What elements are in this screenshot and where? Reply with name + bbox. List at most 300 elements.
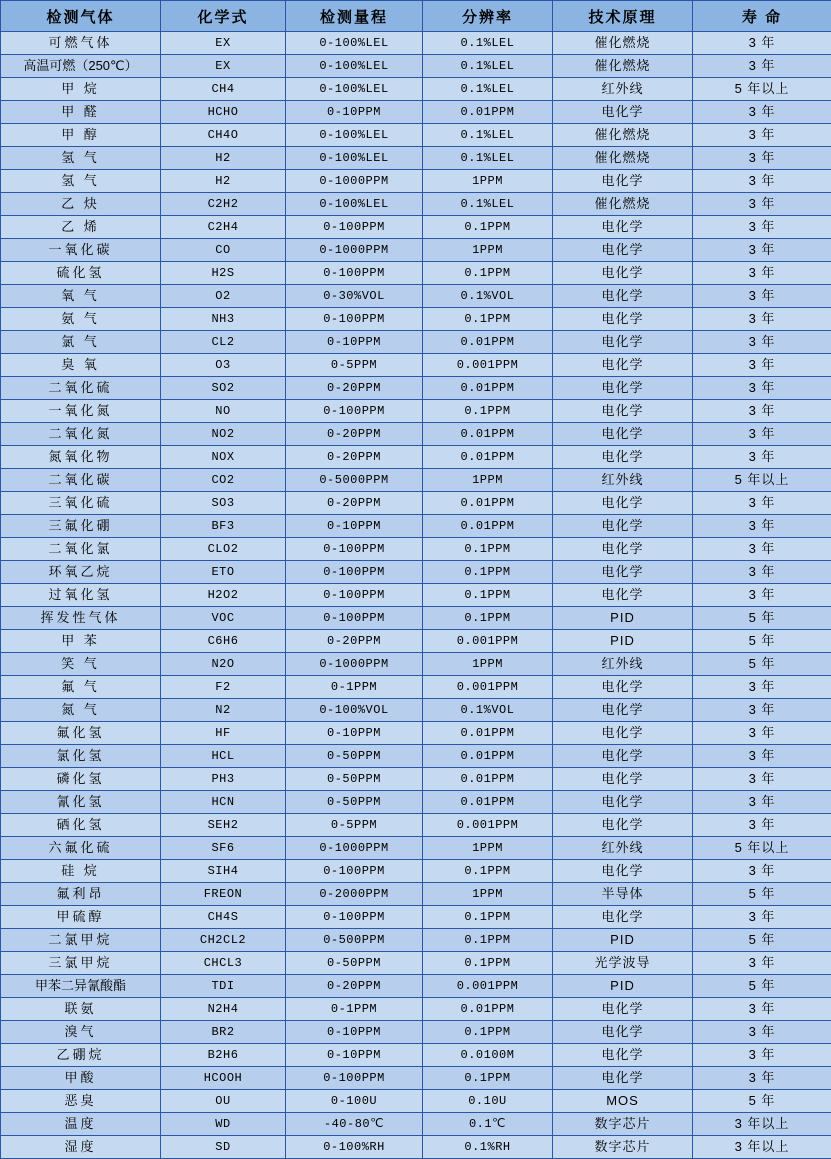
cell-technology-principle: 半导体 — [553, 883, 693, 906]
cell-chemical-formula: CH4O — [161, 124, 286, 147]
cell-detection-range: 0-5PPM — [286, 814, 423, 837]
cell-detection-range: 0-100%LEL — [286, 55, 423, 78]
cell-chemical-formula: H2 — [161, 147, 286, 170]
cell-detection-range: 0-20PPM — [286, 492, 423, 515]
cell-resolution: 0.0100M — [423, 1044, 553, 1067]
cell-technology-principle: 电化学 — [553, 515, 693, 538]
cell-resolution: 0.01PPM — [423, 101, 553, 124]
cell-technology-principle: 电化学 — [553, 998, 693, 1021]
cell-resolution: 0.10U — [423, 1090, 553, 1113]
cell-detection-range: 0-100PPM — [286, 860, 423, 883]
cell-resolution: 1PPM — [423, 239, 553, 262]
table-row — [1, 1044, 831, 1067]
cell-lifetime: 3 年以上 — [693, 1136, 831, 1159]
cell-resolution: 0.001PPM — [423, 354, 553, 377]
cell-technology-principle: 电化学 — [553, 423, 693, 446]
cell-lifetime: 3 年 — [693, 285, 831, 308]
cell-chemical-formula: VOC — [161, 607, 286, 630]
cell-resolution: 0.01PPM — [423, 446, 553, 469]
cell-lifetime: 3 年 — [693, 745, 831, 768]
cell-lifetime: 3 年 — [693, 124, 831, 147]
cell-gas-name: 硅 烷 — [1, 860, 161, 883]
cell-chemical-formula: H2S — [161, 262, 286, 285]
cell-lifetime: 3 年以上 — [693, 1113, 831, 1136]
table-row — [1, 193, 831, 216]
cell-technology-principle: 电化学 — [553, 768, 693, 791]
cell-gas-name: 高温可燃（250℃） — [1, 55, 161, 78]
cell-chemical-formula: SD — [161, 1136, 286, 1159]
cell-technology-principle: 电化学 — [553, 538, 693, 561]
cell-detection-range: 0-20PPM — [286, 975, 423, 998]
cell-technology-principle: 电化学 — [553, 216, 693, 239]
cell-detection-range: 0-100PPM — [286, 308, 423, 331]
cell-lifetime: 3 年 — [693, 101, 831, 124]
cell-lifetime: 3 年 — [693, 561, 831, 584]
cell-lifetime: 5 年 — [693, 975, 831, 998]
cell-gas-name: 联氨 — [1, 998, 161, 1021]
cell-lifetime: 3 年 — [693, 814, 831, 837]
cell-chemical-formula: TDI — [161, 975, 286, 998]
cell-technology-principle: 电化学 — [553, 101, 693, 124]
cell-chemical-formula: HCOOH — [161, 1067, 286, 1090]
cell-gas-name: 湿度 — [1, 1136, 161, 1159]
cell-lifetime: 3 年 — [693, 952, 831, 975]
table-row — [1, 814, 831, 837]
cell-chemical-formula: PH3 — [161, 768, 286, 791]
cell-chemical-formula: O3 — [161, 354, 286, 377]
cell-technology-principle: PID — [553, 929, 693, 952]
cell-chemical-formula: CO — [161, 239, 286, 262]
cell-resolution: 0.1PPM — [423, 607, 553, 630]
table-row — [1, 607, 831, 630]
cell-chemical-formula: O2 — [161, 285, 286, 308]
table-row — [1, 584, 831, 607]
table-header-row — [1, 1, 831, 32]
cell-gas-name: 乙硼烷 — [1, 1044, 161, 1067]
cell-detection-range: 0-100PPM — [286, 538, 423, 561]
cell-lifetime: 3 年 — [693, 860, 831, 883]
cell-detection-range: 0-100PPM — [286, 262, 423, 285]
cell-detection-range: 0-100%VOL — [286, 699, 423, 722]
cell-technology-principle: PID — [553, 975, 693, 998]
cell-gas-name: 溴气 — [1, 1021, 161, 1044]
cell-technology-principle: 催化燃烧 — [553, 32, 693, 55]
cell-lifetime: 5 年以上 — [693, 837, 831, 860]
table-row — [1, 469, 831, 492]
cell-gas-name: 一氧化氮 — [1, 400, 161, 423]
cell-resolution: 0.001PPM — [423, 975, 553, 998]
cell-gas-name: 三氟化硼 — [1, 515, 161, 538]
cell-technology-principle: 电化学 — [553, 285, 693, 308]
table-body — [1, 32, 831, 1159]
cell-chemical-formula: BF3 — [161, 515, 286, 538]
cell-lifetime: 3 年 — [693, 308, 831, 331]
table-row — [1, 1067, 831, 1090]
cell-resolution: 0.1PPM — [423, 308, 553, 331]
cell-detection-range: 0-100PPM — [286, 906, 423, 929]
cell-detection-range: 0-100PPM — [286, 1067, 423, 1090]
cell-technology-principle: 电化学 — [553, 446, 693, 469]
cell-lifetime: 5 年 — [693, 630, 831, 653]
cell-gas-name: 氧 气 — [1, 285, 161, 308]
cell-technology-principle: 催化燃烧 — [553, 147, 693, 170]
cell-lifetime: 3 年 — [693, 216, 831, 239]
cell-gas-name: 氟 气 — [1, 676, 161, 699]
cell-resolution: 1PPM — [423, 170, 553, 193]
cell-detection-range: 0-10PPM — [286, 1021, 423, 1044]
cell-technology-principle: 红外线 — [553, 78, 693, 101]
cell-gas-name: 氨 气 — [1, 308, 161, 331]
cell-lifetime: 5 年 — [693, 1090, 831, 1113]
cell-gas-name: 甲 醇 — [1, 124, 161, 147]
cell-technology-principle: 数字芯片 — [553, 1136, 693, 1159]
cell-chemical-formula: EX — [161, 55, 286, 78]
cell-resolution: 1PPM — [423, 883, 553, 906]
cell-gas-name: 氟化氢 — [1, 722, 161, 745]
cell-technology-principle: 电化学 — [553, 1021, 693, 1044]
cell-resolution: 0.1%LEL — [423, 78, 553, 101]
table-row — [1, 55, 831, 78]
cell-technology-principle: 电化学 — [553, 1067, 693, 1090]
cell-resolution: 0.01PPM — [423, 745, 553, 768]
table-row — [1, 78, 831, 101]
cell-resolution: 0.001PPM — [423, 630, 553, 653]
cell-gas-name: 甲苯二异氰酸酯 — [1, 975, 161, 998]
cell-chemical-formula: N2 — [161, 699, 286, 722]
cell-lifetime: 5 年以上 — [693, 469, 831, 492]
cell-gas-name: 温度 — [1, 1113, 161, 1136]
cell-chemical-formula: ETO — [161, 561, 286, 584]
cell-detection-range: 0-10PPM — [286, 515, 423, 538]
cell-lifetime: 3 年 — [693, 584, 831, 607]
cell-chemical-formula: CO2 — [161, 469, 286, 492]
cell-resolution: 0.1PPM — [423, 561, 553, 584]
cell-technology-principle: 红外线 — [553, 837, 693, 860]
cell-technology-principle: 电化学 — [553, 239, 693, 262]
cell-detection-range: 0-1000PPM — [286, 170, 423, 193]
cell-detection-range: 0-100U — [286, 1090, 423, 1113]
cell-gas-name: 甲硫醇 — [1, 906, 161, 929]
cell-chemical-formula: HF — [161, 722, 286, 745]
cell-detection-range: 0-20PPM — [286, 630, 423, 653]
table-row — [1, 538, 831, 561]
cell-gas-name: 磷化氢 — [1, 768, 161, 791]
cell-lifetime: 3 年 — [693, 239, 831, 262]
cell-detection-range: 0-10PPM — [286, 101, 423, 124]
table-row — [1, 1113, 831, 1136]
table-row — [1, 331, 831, 354]
cell-gas-name: 挥发性气体 — [1, 607, 161, 630]
cell-lifetime: 3 年 — [693, 998, 831, 1021]
cell-detection-range: 0-100%LEL — [286, 32, 423, 55]
cell-resolution: 0.1PPM — [423, 400, 553, 423]
cell-detection-range: 0-100PPM — [286, 607, 423, 630]
cell-technology-principle: 电化学 — [553, 745, 693, 768]
cell-technology-principle: 电化学 — [553, 331, 693, 354]
cell-lifetime: 3 年 — [693, 1044, 831, 1067]
cell-detection-range: 0-10PPM — [286, 331, 423, 354]
cell-gas-name: 氢 气 — [1, 147, 161, 170]
cell-chemical-formula: CH2CL2 — [161, 929, 286, 952]
cell-resolution: 0.01PPM — [423, 768, 553, 791]
cell-gas-name: 二氧化硫 — [1, 377, 161, 400]
cell-gas-name: 氰化氢 — [1, 791, 161, 814]
table-row — [1, 446, 831, 469]
cell-lifetime: 3 年 — [693, 791, 831, 814]
cell-gas-name: 氯 气 — [1, 331, 161, 354]
cell-resolution: 0.1%LEL — [423, 55, 553, 78]
cell-resolution: 0.1℃ — [423, 1113, 553, 1136]
cell-resolution: 0.1PPM — [423, 1067, 553, 1090]
cell-technology-principle: 电化学 — [553, 377, 693, 400]
cell-chemical-formula: OU — [161, 1090, 286, 1113]
cell-gas-name: 硒化氢 — [1, 814, 161, 837]
cell-gas-name: 二氧化氮 — [1, 423, 161, 446]
cell-detection-range: 0-20PPM — [286, 423, 423, 446]
table-row — [1, 860, 831, 883]
cell-chemical-formula: N2H4 — [161, 998, 286, 1021]
cell-resolution: 0.001PPM — [423, 814, 553, 837]
cell-technology-principle: 催化燃烧 — [553, 193, 693, 216]
cell-resolution: 0.1PPM — [423, 860, 553, 883]
table-row — [1, 883, 831, 906]
table-row — [1, 354, 831, 377]
table-row — [1, 239, 831, 262]
cell-resolution: 0.1PPM — [423, 262, 553, 285]
table-row — [1, 515, 831, 538]
cell-resolution: 0.01PPM — [423, 331, 553, 354]
cell-chemical-formula: C6H6 — [161, 630, 286, 653]
cell-chemical-formula: HCN — [161, 791, 286, 814]
cell-lifetime: 3 年 — [693, 55, 831, 78]
cell-chemical-formula: HCL — [161, 745, 286, 768]
cell-resolution: 0.01PPM — [423, 515, 553, 538]
table-row — [1, 561, 831, 584]
cell-gas-name: 硫化氢 — [1, 262, 161, 285]
cell-detection-range: 0-50PPM — [286, 768, 423, 791]
cell-lifetime: 5 年 — [693, 607, 831, 630]
cell-technology-principle: 红外线 — [553, 469, 693, 492]
cell-resolution: 0.1PPM — [423, 584, 553, 607]
cell-resolution: 0.1%VOL — [423, 285, 553, 308]
column-header-detection-range: 检测量程 — [286, 1, 423, 32]
cell-lifetime: 3 年 — [693, 768, 831, 791]
cell-chemical-formula: SEH2 — [161, 814, 286, 837]
cell-detection-range: 0-100%RH — [286, 1136, 423, 1159]
table-row — [1, 998, 831, 1021]
cell-gas-name: 甲 醛 — [1, 101, 161, 124]
cell-chemical-formula: FREON — [161, 883, 286, 906]
cell-lifetime: 3 年 — [693, 423, 831, 446]
cell-lifetime: 3 年 — [693, 515, 831, 538]
cell-resolution: 1PPM — [423, 653, 553, 676]
cell-gas-name: 甲 烷 — [1, 78, 161, 101]
cell-resolution: 0.01PPM — [423, 722, 553, 745]
cell-gas-name: 二氧化碳 — [1, 469, 161, 492]
cell-technology-principle: 数字芯片 — [553, 1113, 693, 1136]
cell-gas-name: 三氯甲烷 — [1, 952, 161, 975]
cell-detection-range: 0-1000PPM — [286, 837, 423, 860]
cell-resolution: 0.1%RH — [423, 1136, 553, 1159]
cell-gas-name: 六氟化硫 — [1, 837, 161, 860]
cell-gas-name: 可燃气体 — [1, 32, 161, 55]
cell-gas-name: 乙 炔 — [1, 193, 161, 216]
cell-detection-range: 0-20PPM — [286, 377, 423, 400]
cell-technology-principle: 电化学 — [553, 699, 693, 722]
cell-technology-principle: 电化学 — [553, 906, 693, 929]
cell-lifetime: 3 年 — [693, 400, 831, 423]
cell-technology-principle: 电化学 — [553, 354, 693, 377]
cell-technology-principle: 电化学 — [553, 262, 693, 285]
table-header — [1, 1, 831, 32]
cell-resolution: 0.1%LEL — [423, 147, 553, 170]
table-row — [1, 837, 831, 860]
cell-resolution: 0.01PPM — [423, 791, 553, 814]
cell-technology-principle: 电化学 — [553, 584, 693, 607]
cell-detection-range: 0-50PPM — [286, 791, 423, 814]
cell-detection-range: 0-100%LEL — [286, 78, 423, 101]
cell-technology-principle: PID — [553, 630, 693, 653]
cell-detection-range: 0-100%LEL — [286, 147, 423, 170]
cell-detection-range: 0-500PPM — [286, 929, 423, 952]
cell-chemical-formula: NOX — [161, 446, 286, 469]
cell-resolution: 0.01PPM — [423, 492, 553, 515]
table-row — [1, 492, 831, 515]
cell-chemical-formula: F2 — [161, 676, 286, 699]
column-header-technology-principle: 技术原理 — [553, 1, 693, 32]
cell-gas-name: 氮 气 — [1, 699, 161, 722]
cell-technology-principle: 电化学 — [553, 1044, 693, 1067]
cell-gas-name: 甲 苯 — [1, 630, 161, 653]
cell-detection-range: 0-5PPM — [286, 354, 423, 377]
cell-technology-principle: 电化学 — [553, 814, 693, 837]
table-row — [1, 1136, 831, 1159]
cell-resolution: 0.1%LEL — [423, 32, 553, 55]
cell-lifetime: 3 年 — [693, 538, 831, 561]
cell-resolution: 0.1PPM — [423, 1021, 553, 1044]
cell-technology-principle: PID — [553, 607, 693, 630]
cell-chemical-formula: SIH4 — [161, 860, 286, 883]
cell-resolution: 0.01PPM — [423, 998, 553, 1021]
cell-technology-principle: 电化学 — [553, 308, 693, 331]
cell-technology-principle: 电化学 — [553, 676, 693, 699]
cell-lifetime: 3 年 — [693, 147, 831, 170]
cell-chemical-formula: CH4 — [161, 78, 286, 101]
cell-technology-principle: 电化学 — [553, 561, 693, 584]
cell-detection-range: 0-30%VOL — [286, 285, 423, 308]
cell-gas-name: 氯化氢 — [1, 745, 161, 768]
table-row — [1, 630, 831, 653]
cell-resolution: 0.01PPM — [423, 377, 553, 400]
cell-chemical-formula: HCHO — [161, 101, 286, 124]
table-row — [1, 975, 831, 998]
cell-chemical-formula: EX — [161, 32, 286, 55]
cell-technology-principle: 电化学 — [553, 170, 693, 193]
cell-chemical-formula: SO3 — [161, 492, 286, 515]
cell-detection-range: 0-5000PPM — [286, 469, 423, 492]
cell-lifetime: 3 年 — [693, 699, 831, 722]
cell-detection-range: 0-1000PPM — [286, 239, 423, 262]
cell-resolution: 1PPM — [423, 469, 553, 492]
cell-chemical-formula: SF6 — [161, 837, 286, 860]
cell-chemical-formula: NO — [161, 400, 286, 423]
cell-lifetime: 3 年 — [693, 1021, 831, 1044]
cell-detection-range: 0-100%LEL — [286, 193, 423, 216]
cell-detection-range: 0-100%LEL — [286, 124, 423, 147]
cell-detection-range: 0-100PPM — [286, 561, 423, 584]
cell-technology-principle: 电化学 — [553, 400, 693, 423]
cell-lifetime: 5 年 — [693, 653, 831, 676]
cell-technology-principle: 电化学 — [553, 722, 693, 745]
cell-gas-name: 甲酸 — [1, 1067, 161, 1090]
cell-resolution: 0.1%LEL — [423, 124, 553, 147]
cell-lifetime: 3 年 — [693, 446, 831, 469]
cell-detection-range: 0-1PPM — [286, 998, 423, 1021]
cell-detection-range: 0-50PPM — [286, 745, 423, 768]
table-row — [1, 147, 831, 170]
table-row — [1, 791, 831, 814]
cell-lifetime: 3 年 — [693, 1067, 831, 1090]
cell-resolution: 0.1PPM — [423, 929, 553, 952]
cell-lifetime: 5 年以上 — [693, 78, 831, 101]
table-row — [1, 216, 831, 239]
cell-gas-name: 恶臭 — [1, 1090, 161, 1113]
cell-lifetime: 5 年 — [693, 929, 831, 952]
table-row — [1, 308, 831, 331]
table-row — [1, 929, 831, 952]
cell-gas-name: 氮氧化物 — [1, 446, 161, 469]
cell-chemical-formula: B2H6 — [161, 1044, 286, 1067]
cell-chemical-formula: WD — [161, 1113, 286, 1136]
cell-lifetime: 3 年 — [693, 170, 831, 193]
table-row — [1, 170, 831, 193]
cell-detection-range: 0-20PPM — [286, 446, 423, 469]
cell-chemical-formula: NH3 — [161, 308, 286, 331]
cell-technology-principle: 红外线 — [553, 653, 693, 676]
table-row — [1, 423, 831, 446]
cell-lifetime: 3 年 — [693, 906, 831, 929]
table-row — [1, 676, 831, 699]
cell-chemical-formula: SO2 — [161, 377, 286, 400]
cell-resolution: 0.1PPM — [423, 216, 553, 239]
cell-detection-range: 0-100PPM — [286, 216, 423, 239]
table-row — [1, 768, 831, 791]
cell-detection-range: 0-10PPM — [286, 722, 423, 745]
cell-detection-range: -40-80℃ — [286, 1113, 423, 1136]
cell-lifetime: 3 年 — [693, 492, 831, 515]
cell-chemical-formula: H2 — [161, 170, 286, 193]
table-row — [1, 1090, 831, 1113]
cell-gas-name: 臭 氧 — [1, 354, 161, 377]
cell-chemical-formula: NO2 — [161, 423, 286, 446]
table-row — [1, 722, 831, 745]
cell-detection-range: 0-10PPM — [286, 1044, 423, 1067]
table-row — [1, 124, 831, 147]
cell-lifetime: 3 年 — [693, 377, 831, 400]
cell-gas-name: 三氧化硫 — [1, 492, 161, 515]
table-row — [1, 952, 831, 975]
cell-technology-principle: 催化燃烧 — [553, 124, 693, 147]
cell-detection-range: 0-1000PPM — [286, 653, 423, 676]
cell-detection-range: 0-2000PPM — [286, 883, 423, 906]
cell-chemical-formula: CLO2 — [161, 538, 286, 561]
table-row — [1, 906, 831, 929]
table-row — [1, 653, 831, 676]
cell-lifetime: 3 年 — [693, 722, 831, 745]
cell-lifetime: 3 年 — [693, 331, 831, 354]
cell-gas-name: 一氧化碳 — [1, 239, 161, 262]
table-row — [1, 101, 831, 124]
